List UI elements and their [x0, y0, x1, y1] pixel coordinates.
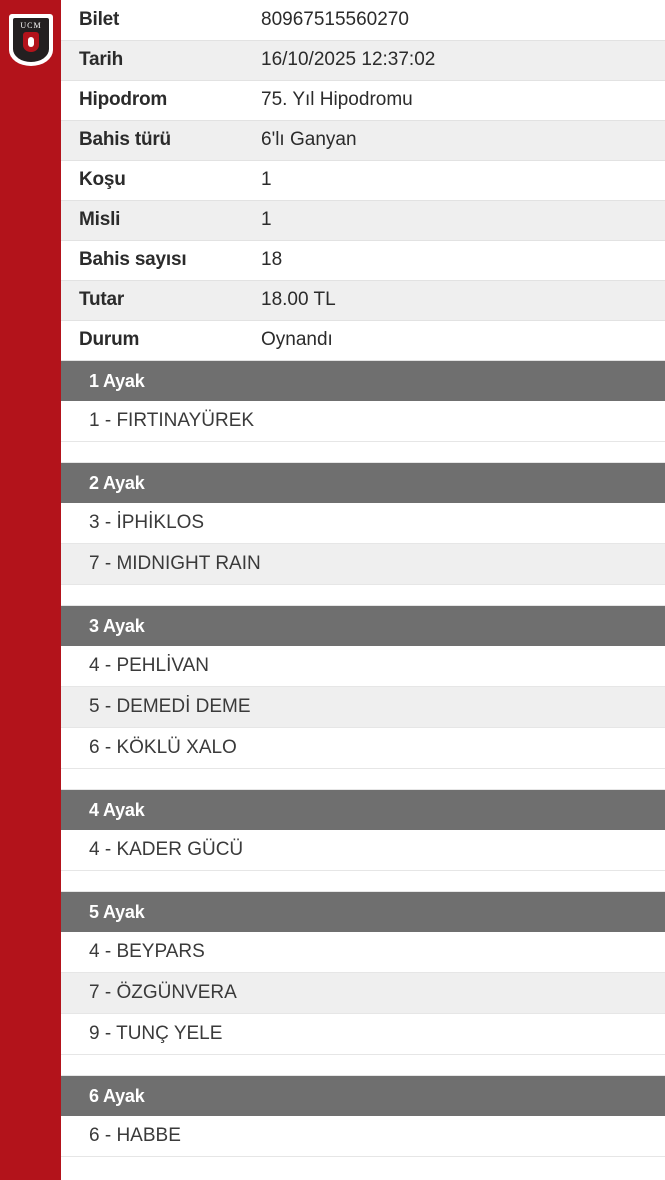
list-item: 5 - DEMEDİ DEME [61, 687, 665, 728]
info-value: 1 [261, 200, 665, 240]
leg-header: 1 Ayak [61, 361, 665, 401]
leg-header: 4 Ayak [61, 790, 665, 830]
list-item: 4 - BEYPARS [61, 932, 665, 973]
table-row [61, 80, 665, 120]
ticket-content [61, 0, 665, 1180]
leg-group [61, 606, 665, 790]
leg-horse-list [61, 1116, 665, 1157]
list-item: 1 - FIRTINAYÜREK [61, 401, 665, 442]
app-logo [9, 14, 53, 66]
info-value: 1 [261, 160, 665, 200]
leg-spacer [61, 442, 665, 463]
table-row [61, 280, 665, 320]
info-value: Oynandı [261, 320, 665, 360]
list-item: 7 - ÖZGÜNVERA [61, 973, 665, 1014]
left-brand-rail [0, 0, 61, 1180]
ticket-info-table [61, 0, 665, 361]
leg-header: 3 Ayak [61, 606, 665, 646]
table-row [61, 0, 665, 40]
info-value: 16/10/2025 12:37:02 [261, 40, 665, 80]
info-value: 18.00 TL [261, 280, 665, 320]
info-label: Durum [61, 320, 261, 360]
info-label: Tutar [61, 280, 261, 320]
leg-group [61, 361, 665, 463]
list-item: 6 - HABBE [61, 1116, 665, 1157]
table-row [61, 240, 665, 280]
list-item: 9 - TUNÇ YELE [61, 1014, 665, 1055]
leg-horse-list [61, 503, 665, 585]
leg-spacer [61, 769, 665, 790]
leg-spacer [61, 1055, 665, 1076]
info-label: Bahis türü [61, 120, 261, 160]
info-label: Tarih [61, 40, 261, 80]
info-value: 75. Yıl Hipodromu [261, 80, 665, 120]
table-row [61, 200, 665, 240]
info-value: 80967515560270 [261, 0, 665, 40]
logo-shield-inner [13, 18, 49, 62]
leg-group [61, 790, 665, 892]
table-row [61, 160, 665, 200]
leg-spacer [61, 585, 665, 606]
leg-header: 2 Ayak [61, 463, 665, 503]
logo-shield-icon [9, 14, 53, 66]
leg-horse-list [61, 646, 665, 769]
leg-horse-list [61, 830, 665, 871]
list-item: 7 - MIDNIGHT RAIN [61, 544, 665, 585]
logo-emblem-icon [23, 32, 39, 52]
list-item: 3 - İPHİKLOS [61, 503, 665, 544]
list-item: 6 - KÖKLÜ XALO [61, 728, 665, 769]
ticket-info-body [61, 0, 665, 360]
leg-horse-list [61, 932, 665, 1055]
leg-spacer [61, 871, 665, 892]
info-value: 18 [261, 240, 665, 280]
list-item: 4 - PEHLİVAN [61, 646, 665, 687]
table-row [61, 320, 665, 360]
info-label: Koşu [61, 160, 261, 200]
table-row [61, 40, 665, 80]
leg-header: 5 Ayak [61, 892, 665, 932]
info-label: Bilet [61, 0, 261, 40]
info-label: Hipodrom [61, 80, 261, 120]
leg-group [61, 1076, 665, 1157]
logo-letters: UCM [20, 21, 42, 30]
leg-header: 6 Ayak [61, 1076, 665, 1116]
table-row [61, 120, 665, 160]
leg-horse-list [61, 401, 665, 442]
list-item: 4 - KADER GÜCÜ [61, 830, 665, 871]
info-value: 6'lı Ganyan [261, 120, 665, 160]
leg-group [61, 463, 665, 606]
info-label: Bahis sayısı [61, 240, 261, 280]
leg-group [61, 892, 665, 1076]
info-label: Misli [61, 200, 261, 240]
